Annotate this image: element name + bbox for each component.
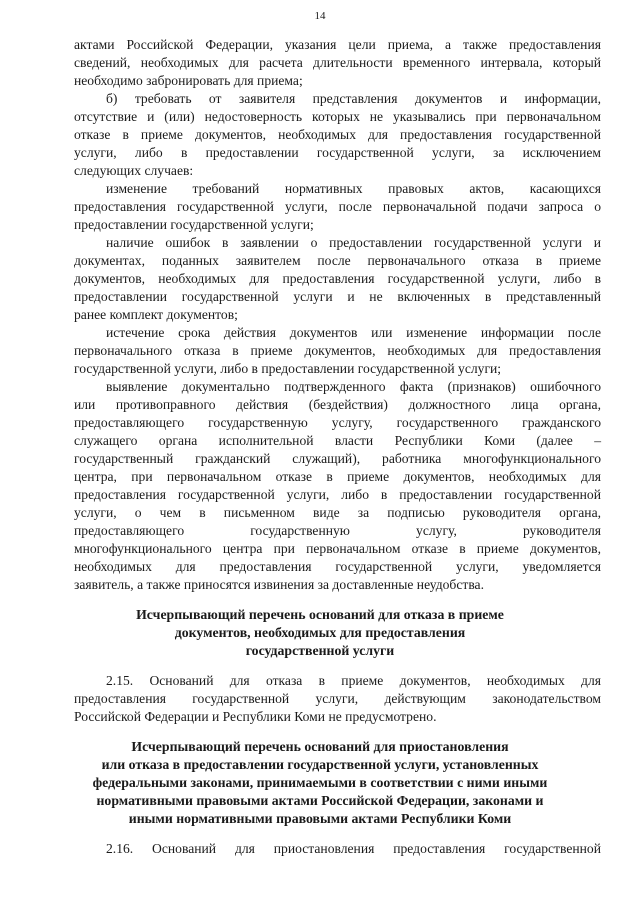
section-heading: нормативными правовыми актами Российской Федерации, законами и [96, 793, 544, 808]
body-line: предоставления государственной услуги, после первоначальной подачи запроса о [74, 199, 601, 214]
page-number: 14 [314, 10, 326, 22]
body-line: документов, необходимых для предоставления государственной услуги, либо в [74, 271, 601, 286]
section-heading: государственной услуги [245, 643, 395, 658]
body-line: предоставлении государственной услуги и не включенных в представленный [74, 289, 601, 304]
body-line: многофункционального центра при первоначальном отказе в приеме документов, [74, 541, 601, 556]
body-line: центра, при первоначальном отказе в приеме документов, необходимых для [74, 469, 601, 484]
body-line: ранее комплект документов; [74, 307, 238, 322]
body-line: услуги, либо в предоставлении государственной услуги, за исключением [74, 145, 601, 160]
body-line: наличие ошибок в заявлении о предоставлении государственной услуги и [106, 235, 601, 250]
body-line: услуги, о чем в письменном виде за подписью руководителя органа, [74, 505, 601, 520]
body-line: отказе в приеме документов, необходимых для предоставления государственной [74, 127, 601, 142]
body-line: следующих случаев: [74, 163, 194, 178]
body-line: государственной услуги, либо в предоставлении государственной услуги; [74, 361, 502, 376]
body-line: предоставляющего государственную услугу, руководителя [74, 523, 601, 538]
body-line: служащего органа исполнительной власти Республики Коми (далее – [74, 433, 601, 448]
body-line: выявление документально подтвержденного факта (признаков) ошибочного [106, 379, 601, 394]
body-line: необходимых для предоставления государственной услуги, уведомляется [74, 559, 601, 574]
body-line: предоставления государственной услуги, либо в предоставлении государственной [74, 487, 601, 502]
body-line: предоставлении государственной услуги; [74, 217, 314, 232]
body-line: документах, поданных заявителем после первоначального отказа в приеме [74, 253, 601, 268]
section-heading: федеральными законами, принимаемыми в соответствии с ними иными [92, 775, 548, 790]
body-line: б) требовать от заявителя представления документов и информации, [106, 91, 601, 106]
section-heading: Исчерпывающий перечень оснований для приостановления [131, 739, 509, 754]
section-heading: иными нормативными правовыми актами Республики Коми [128, 811, 512, 826]
body-line: изменение требований нормативных правовых актов, касающихся [106, 181, 601, 196]
body-line: заявитель, а также приносятся извинения за доставленные неудобства. [74, 577, 484, 592]
body-line: 2.15. Оснований для отказа в приеме документов, необходимых для [106, 673, 601, 688]
body-line: истечение срока действия документов или изменение информации после [106, 325, 601, 340]
body-line: актами Российской Федерации, указания цели приема, а также предоставления [74, 37, 601, 52]
body-line: первоначального отказа в приеме документов, необходимых для предоставления [74, 343, 601, 358]
body-line: предоставляющего государственную услугу, государственного гражданского [74, 415, 601, 430]
body-line: Российской Федерации и Республики Коми не предусмотрено. [74, 709, 437, 724]
body-line: отсутствие и (или) недостоверность которых не указывались при первоначальном [74, 109, 601, 124]
body-line: или противоправного действия (бездействия) должностного лица органа, [74, 397, 601, 412]
section-heading: документов, необходимых для предоставления [174, 625, 466, 640]
body-line: 2.16. Оснований для приостановления предоставления государственной [106, 841, 601, 856]
body-line: государственный гражданский служащий), работника многофункционального [74, 451, 601, 466]
section-heading: Исчерпывающий перечень оснований для отказа в приеме [136, 607, 504, 622]
body-line: необходимо забронировать для приема; [74, 73, 303, 88]
section-heading: или отказа в предоставлении государственной услуги, установленных [101, 757, 539, 772]
body-line: сведений, необходимых для расчета длительности временного интервала, который [74, 55, 601, 70]
body-line: предоставления государственной услуги, действующим законодательством [74, 691, 601, 706]
